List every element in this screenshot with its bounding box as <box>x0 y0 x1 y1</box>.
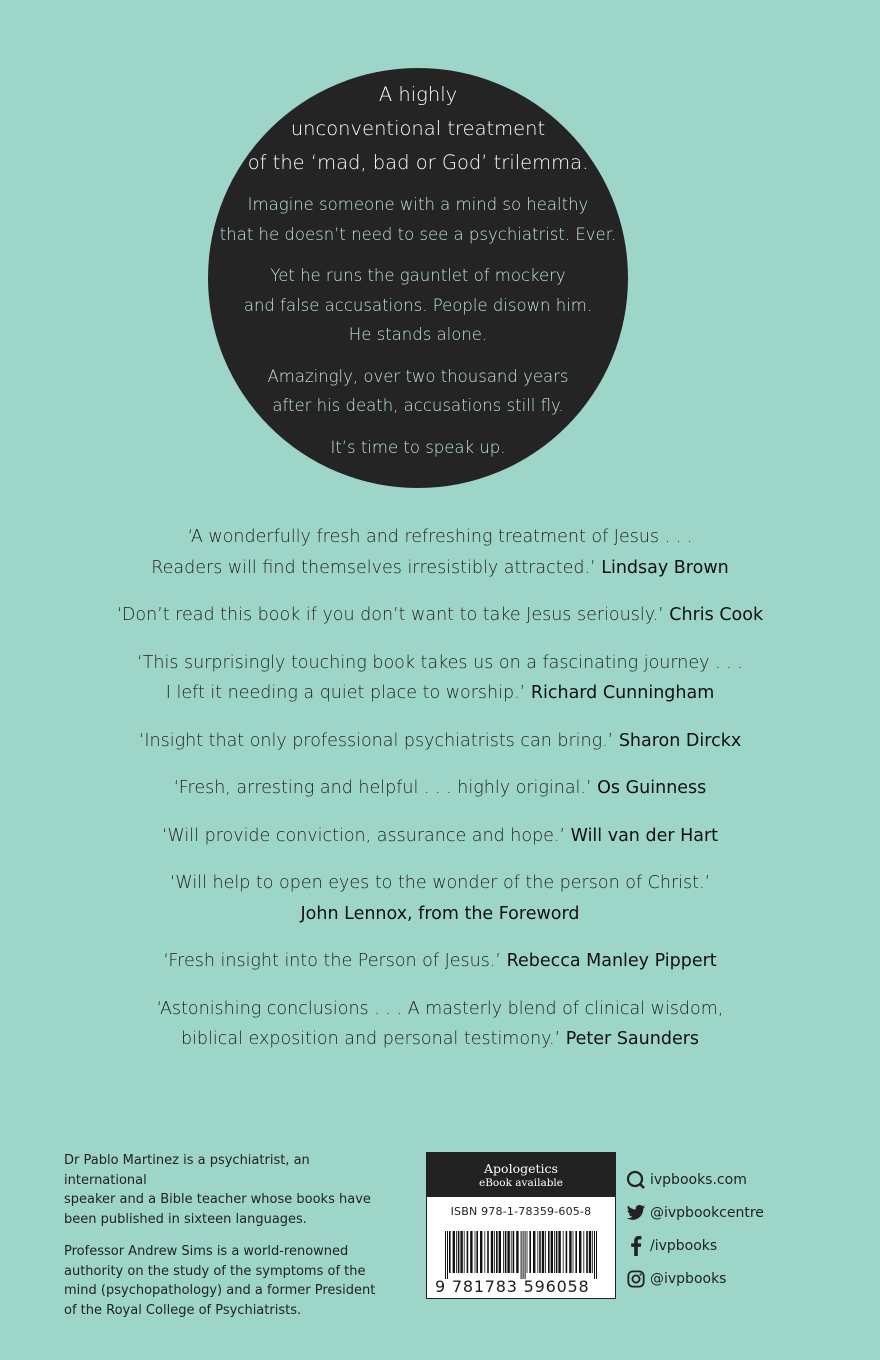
quote-line <box>0 600 880 631</box>
barcode-bar <box>529 1231 531 1273</box>
quote-text: ‘A wonderfully fresh and refreshing treatment of Jesus . . . <box>187 527 693 547</box>
barcode-bar <box>456 1231 457 1273</box>
barcode-bar <box>542 1231 544 1273</box>
blurb <box>208 190 628 462</box>
barcode-bar <box>480 1231 482 1273</box>
ebook-label: eBook available <box>479 1177 563 1189</box>
barcode-bar <box>453 1231 455 1273</box>
quote-line <box>0 522 880 553</box>
instagram-icon <box>626 1269 646 1289</box>
bio-paragraph <box>64 1151 394 1229</box>
social-label: ivpbooks.com <box>650 1171 747 1188</box>
barcode-bar <box>521 1231 522 1279</box>
bio-line: speaker and a Bible teacher whose books have <box>64 1192 371 1207</box>
quote-text: ‘Don’t read this book if you don’t want to take Jesus seriously.’ <box>116 605 664 625</box>
blurb-line: Imagine someone with a mind so healthy <box>247 195 589 214</box>
bio-line: been published in sixteen languages. <box>64 1211 307 1227</box>
barcode-graphic <box>445 1231 599 1279</box>
barcode-bar <box>533 1231 535 1273</box>
bio-paragraph <box>64 1242 394 1320</box>
social-label: /ivpbooks <box>650 1237 718 1254</box>
barcode-bar <box>583 1231 584 1273</box>
barcode-bar <box>516 1231 518 1273</box>
quote-line <box>0 648 880 679</box>
quote-line <box>0 678 880 709</box>
quote-line <box>0 868 880 899</box>
quote-text: ‘This surprisingly touching book takes us on a fascinating journey . . . <box>137 652 743 673</box>
blurb-line: It’s time to speak up. <box>330 437 506 457</box>
barcode-bar <box>476 1231 478 1273</box>
barcode-bar <box>464 1231 465 1273</box>
barcode-bar <box>496 1231 498 1273</box>
barcode-bar <box>499 1231 501 1273</box>
search-icon <box>626 1170 646 1190</box>
bio-line: of the Royal College of Psychiatrists. <box>64 1302 302 1318</box>
barcode-bar <box>594 1231 595 1279</box>
social-links <box>626 1163 764 1295</box>
barcode-bar <box>460 1231 462 1273</box>
barcode-box <box>426 1152 616 1299</box>
blurb-line: Amazingly, over two thousand years <box>267 366 569 386</box>
barcode-bar <box>511 1231 512 1273</box>
blurb-line: after his death, accusations still fly. <box>272 396 564 415</box>
quote-line <box>0 726 880 757</box>
barcode-bar <box>592 1231 593 1273</box>
blurb-line: He stands alone. <box>348 325 488 344</box>
barcode-bar <box>558 1231 560 1273</box>
quote-author: Chris Cook <box>669 605 764 625</box>
social-website[interactable] <box>626 1163 764 1196</box>
social-label: @ivpbookcentre <box>650 1204 764 1221</box>
author-bios <box>64 1151 394 1333</box>
twitter-icon <box>626 1203 646 1223</box>
quote-line <box>0 946 880 977</box>
barcode-bar <box>548 1231 550 1273</box>
quote-line <box>0 1024 880 1055</box>
barcode-bar <box>596 1231 597 1279</box>
headline-line: of the ‘mad, bad or God’ trilemma. <box>247 151 589 174</box>
barcode-bar <box>554 1231 555 1273</box>
barcode-bar <box>513 1231 515 1273</box>
barcode-bar <box>467 1231 469 1273</box>
quote-author: Richard Cunningham <box>530 683 715 703</box>
barcode-bar <box>566 1231 568 1273</box>
quote-text: ‘Astonishing conclusions . . . A masterly blend of clinical wisdom, <box>156 998 724 1019</box>
barcode-bar <box>475 1231 476 1273</box>
endorsement-quote <box>0 522 880 583</box>
headline-line: A highly <box>378 83 458 106</box>
quote-line <box>0 553 880 584</box>
bio-line: mind (psychopathology) and a former President <box>64 1283 376 1298</box>
blurb-line: and false accusations. People disown him. <box>243 295 593 315</box>
quote-line <box>0 821 880 852</box>
blurb-line: that he doesn’t need to see a psychiatrist. Ever. <box>219 224 617 244</box>
endorsement-quote <box>0 773 880 804</box>
barcode-bar <box>449 1231 451 1273</box>
barcode-bar <box>586 1231 588 1273</box>
barcode-bar <box>487 1231 489 1273</box>
barcode-bar <box>551 1231 553 1273</box>
quote-author: Rebecca Manley Pippert <box>506 951 717 971</box>
barcode-bar <box>527 1231 528 1273</box>
barcode-bar <box>569 1231 571 1273</box>
quote-author: Sharon Dirckx <box>618 730 742 751</box>
endorsement-quote <box>0 648 880 709</box>
quote-text: Readers will find themselves irresistibly attracted.’ <box>151 557 596 578</box>
barcode-bar <box>563 1231 564 1273</box>
endorsements <box>0 522 880 1072</box>
bio-line: authority on the study of the symptoms of the <box>64 1263 366 1279</box>
social-twitter[interactable] <box>626 1196 764 1229</box>
category-label: Apologetics <box>484 1161 558 1176</box>
barcode-header <box>427 1153 615 1197</box>
bio-line: Dr Pablo Martinez is a psychiatrist, an international <box>64 1153 310 1188</box>
barcode-bar <box>470 1231 472 1273</box>
social-label: @ivpbooks <box>650 1270 727 1287</box>
blurb-paragraph <box>208 362 628 421</box>
quote-text: ‘Will help to open eyes to the wonder of the person of Christ.’ <box>169 873 711 893</box>
barcode-bar <box>523 1231 524 1279</box>
blurb-line: Yet he runs the gauntlet of mockery <box>270 266 566 285</box>
quote-line <box>0 773 880 804</box>
quote-author: Peter Saunders <box>565 1029 700 1049</box>
quote-text: ‘Will provide conviction, assurance and hope.’ <box>161 825 566 846</box>
social-instagram[interactable] <box>626 1262 764 1295</box>
barcode-bar <box>556 1231 558 1273</box>
barcode-bar <box>458 1231 460 1273</box>
quote-text: ‘Fresh insight into the Person of Jesus.’ <box>163 951 501 971</box>
quote-author: Lindsay Brown <box>601 557 729 578</box>
barcode-bar <box>484 1231 485 1273</box>
quote-author: Os Guinness <box>597 778 707 798</box>
endorsement-quote <box>0 868 880 929</box>
barcode-bar <box>445 1231 446 1279</box>
isbn-label: ISBN 978-1-78359-605-8 <box>450 1205 592 1218</box>
barcode-bar <box>494 1231 495 1273</box>
barcode-bar <box>539 1231 541 1273</box>
blurb-paragraph <box>208 433 628 463</box>
quote-line <box>0 994 880 1025</box>
bio-line: Professor Andrew Sims is a world-renowned <box>64 1244 349 1259</box>
barcode-bar <box>447 1231 448 1279</box>
barcode-bar <box>525 1231 526 1279</box>
barcode-bar <box>507 1231 509 1273</box>
blurb-paragraph <box>208 190 628 249</box>
endorsement-quote <box>0 994 880 1055</box>
barcode-bar <box>579 1231 581 1273</box>
barcode-bar <box>537 1231 538 1273</box>
quote-text: I left it needing a quiet place to worship.’ <box>165 683 526 703</box>
barcode-bar <box>575 1231 577 1273</box>
endorsement-quote <box>0 946 880 977</box>
barcode-bar <box>503 1231 504 1273</box>
barcode-bar <box>573 1231 574 1273</box>
headline <box>208 78 628 180</box>
social-facebook[interactable] <box>626 1229 764 1262</box>
barcode-number: 9 781783 596058 <box>435 1277 590 1296</box>
headline-line: unconventional treatment <box>290 117 546 140</box>
barcode-bar <box>589 1231 591 1273</box>
blurb-circle <box>208 68 628 488</box>
endorsement-quote <box>0 600 880 631</box>
quote-author: Will van der Hart <box>570 825 719 846</box>
blurb-paragraph <box>208 261 628 350</box>
barcode-bar <box>545 1231 546 1273</box>
quote-text: ‘Fresh, arresting and helpful . . . highly original.’ <box>173 778 592 798</box>
quote-text: biblical exposition and personal testimony.’ <box>180 1029 561 1049</box>
endorsement-quote <box>0 726 880 757</box>
facebook-icon <box>626 1236 646 1256</box>
barcode-bar <box>505 1231 507 1273</box>
barcode-bar <box>491 1231 493 1273</box>
quote-author: John Lennox, from the Foreword <box>300 903 580 924</box>
endorsement-quote <box>0 821 880 852</box>
quote-text: ‘Insight that only professional psychiatrists can bring.’ <box>138 730 614 751</box>
